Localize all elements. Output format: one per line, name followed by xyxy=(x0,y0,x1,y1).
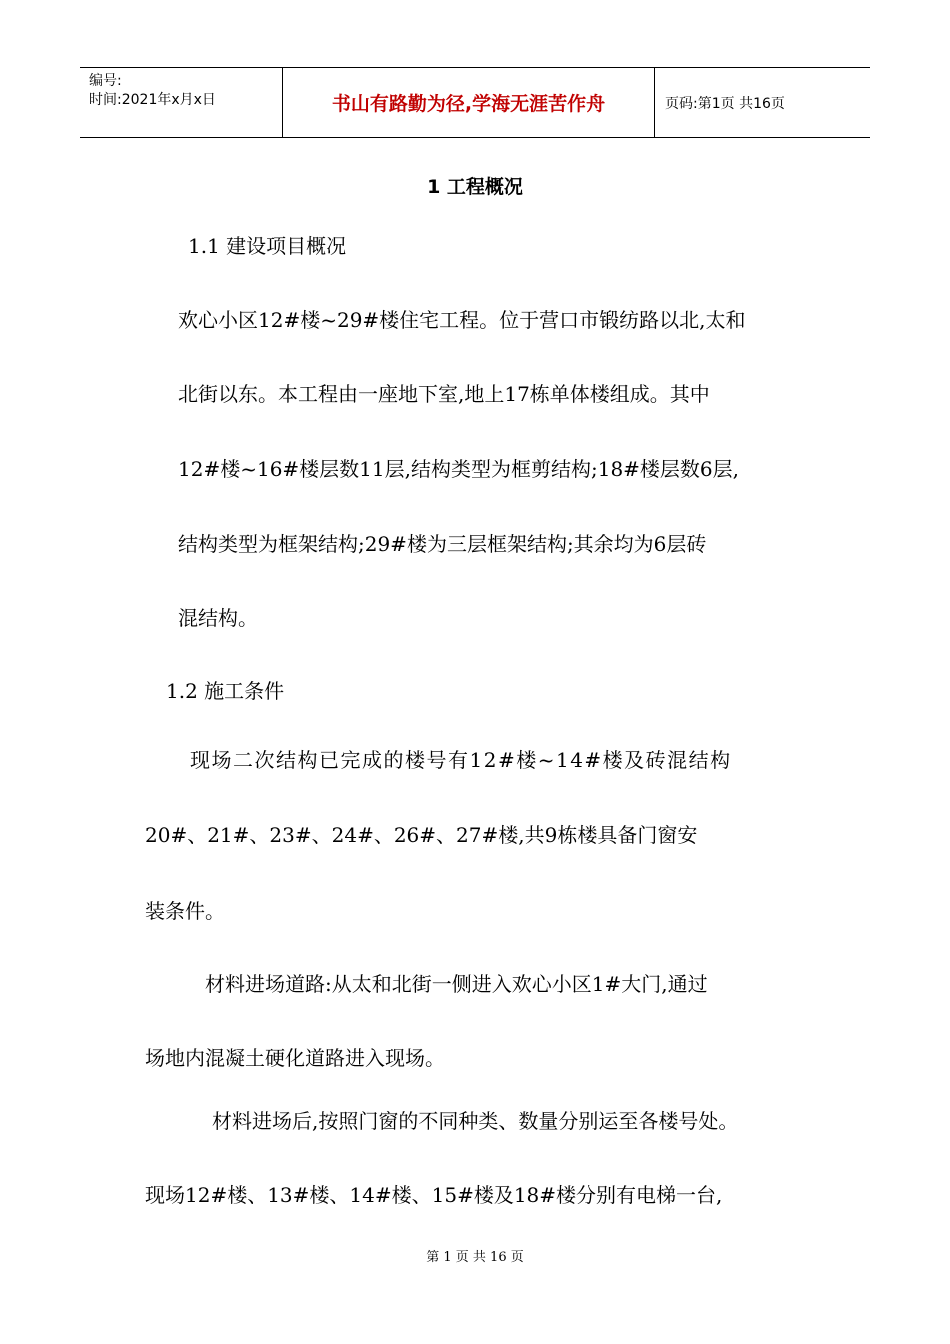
paragraph-line: 现场二次结构已完成的楼号有12#楼~14#楼及砖混结构 xyxy=(190,748,732,772)
paragraph-line: 欢心小区12#楼~29#楼住宅工程。位于营口市锻纺路以北,太和 xyxy=(178,308,746,332)
page-footer: 第 1 页 共 16 页 xyxy=(426,1250,524,1265)
section-title: 1 工程概况 xyxy=(427,176,523,198)
paragraph-line: 材料进场后,按照门窗的不同种类、数量分别运至各楼号处。 xyxy=(212,1109,739,1133)
paragraph-line: 混结构。 xyxy=(178,606,258,630)
paragraph-line: 材料进场道路:从太和北街一侧进入欢心小区1#大门,通过 xyxy=(205,972,708,996)
header-page-info: 页码:第1页 共16页 xyxy=(665,95,785,112)
paragraph-line: 北街以东。本工程由一座地下室,地上17栋单体楼组成。其中 xyxy=(178,382,710,406)
paragraph-line: 结构类型为框架结构;29#楼为三层框架结构;其余均为6层砖 xyxy=(178,532,707,556)
paragraph-line: 12#楼~16#楼层数11层,结构类型为框剪结构;18#楼层数6层, xyxy=(178,457,740,481)
paragraph-line: 现场12#楼、13#楼、14#楼、15#楼及18#楼分别有电梯一台, xyxy=(145,1183,723,1207)
header-meta xyxy=(80,68,282,137)
paragraph-line: 场地内混凝土硬化道路进入现场。 xyxy=(145,1046,445,1070)
paragraph-line: 装条件。 xyxy=(145,899,225,923)
header-motto: 书山有路勤为径,学海无涯苦作舟 xyxy=(282,68,655,137)
header-table xyxy=(80,67,870,138)
subsection-heading: 1.2 施工条件 xyxy=(166,679,285,703)
time-label: 时间:2021年x月x日 xyxy=(89,92,216,108)
paragraph-line: 20#、21#、23#、24#、26#、27#楼,共9栋楼具备门窗安 xyxy=(145,823,698,847)
subsection-heading: 1.1 建设项目概况 xyxy=(188,234,347,258)
number-label: 编号: xyxy=(89,73,122,89)
